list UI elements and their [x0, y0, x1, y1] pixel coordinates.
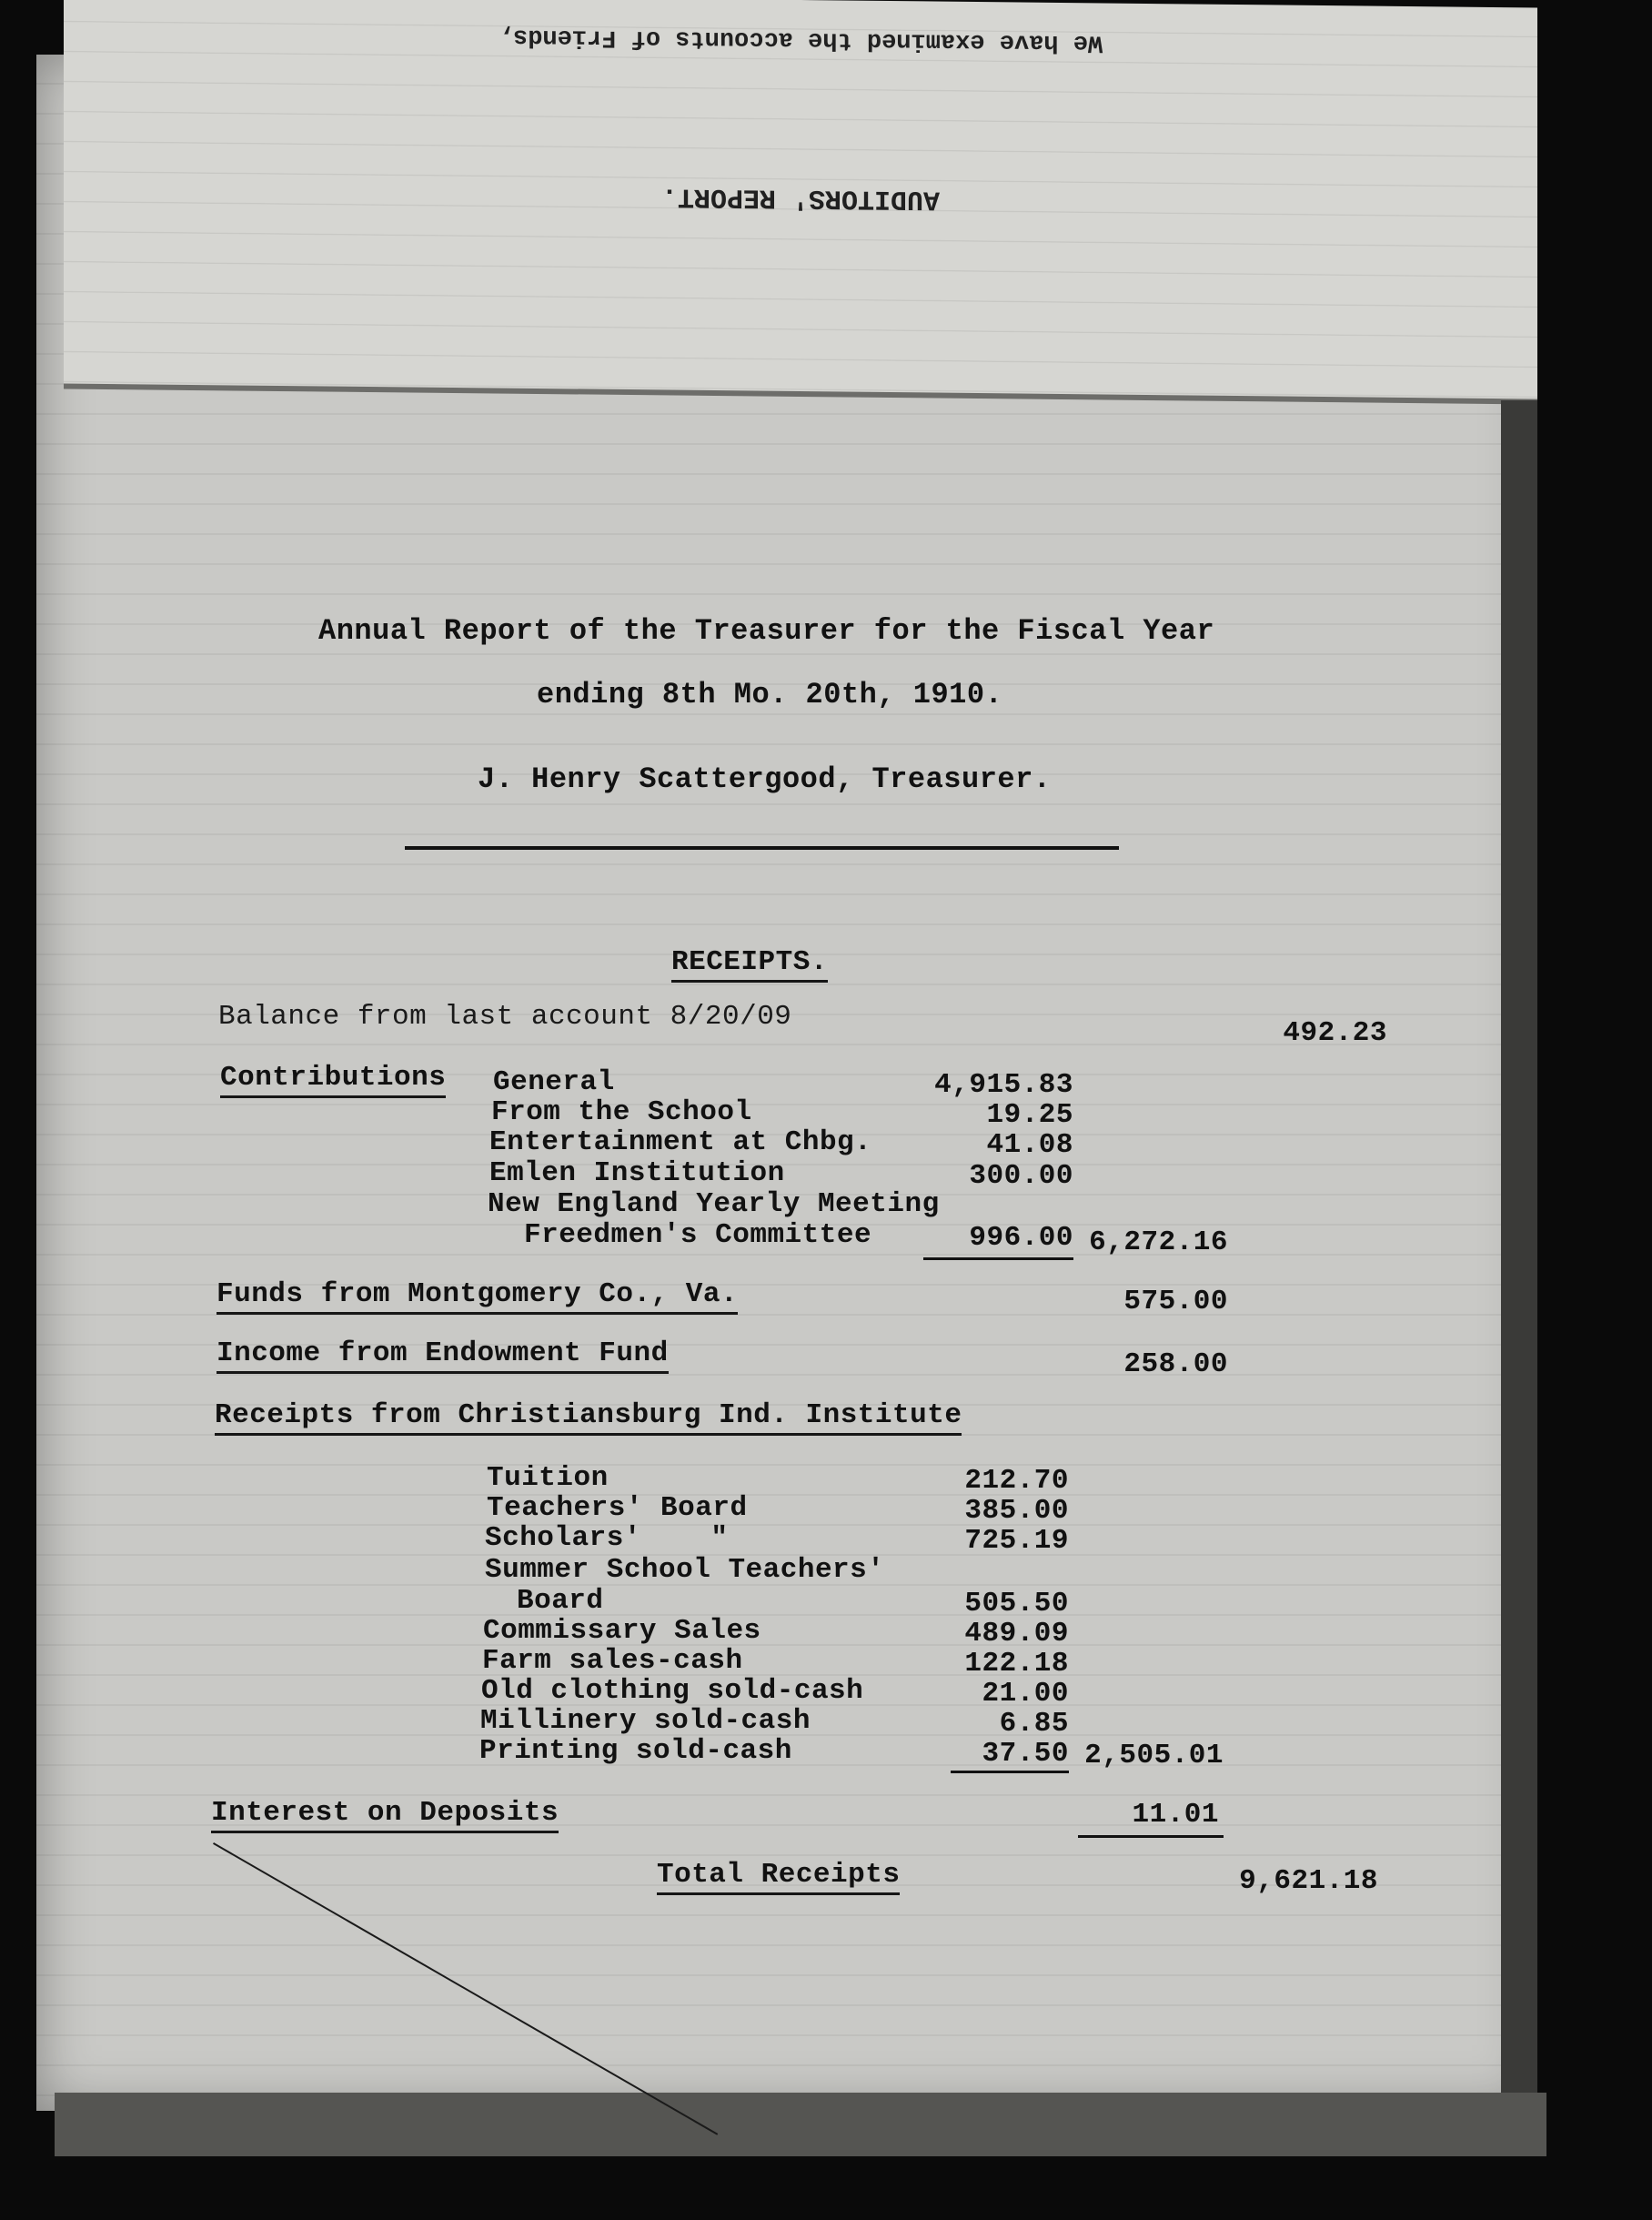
institute-item-label: Tuition [487, 1462, 609, 1494]
contribution-label: Emlen Institution [489, 1157, 785, 1189]
institute-item-label: Printing sold-cash [479, 1735, 792, 1767]
folded-page-flap [64, 0, 1537, 404]
total-receipts-label: Total Receipts [657, 1859, 900, 1895]
interest-amount: 11.01 [1132, 1799, 1219, 1831]
total-receipts-amount: 9,621.18 [1239, 1865, 1378, 1897]
institute-item-label: Farm sales-cash [482, 1645, 743, 1677]
institute-item-label: Teachers' Board [487, 1492, 748, 1524]
institute-subtotal-rule [951, 1771, 1069, 1773]
institute-total: 2,505.01 [1084, 1740, 1224, 1771]
institute-item-label: Summer School Teachers' [485, 1554, 885, 1586]
institute-item-amount: 212.70 [964, 1465, 1069, 1497]
institute-item-label: Scholars' " [485, 1522, 729, 1554]
institute-item-amount: 6.85 [999, 1708, 1069, 1740]
interest-rule [1078, 1835, 1224, 1838]
institute-item-amount: 489.09 [964, 1618, 1069, 1650]
contribution-label: General [493, 1066, 615, 1098]
reversed-text-line1: We have examined the accounts of Friends, [498, 22, 1103, 56]
page-edge-shadow [1501, 400, 1537, 2129]
receipts-heading: RECEIPTS. [671, 946, 828, 983]
balance-label: Balance from last account 8/20/09 [218, 1001, 792, 1033]
contribution-label: New England Yearly Meeting [488, 1188, 940, 1220]
balance-amount: 492.23 [1283, 1017, 1387, 1049]
report-title-line2: ending 8th Mo. 20th, 1910. [537, 678, 1003, 711]
title-divider [405, 846, 1119, 850]
report-title-line1: Annual Report of the Treasurer for the Fiscal Year [318, 614, 1215, 648]
institute-item-label: Old clothing sold-cash [481, 1675, 864, 1707]
contribution-label: Freedmen's Committee [524, 1219, 872, 1251]
page-bottom-shadow [55, 2093, 1546, 2156]
institute-item-label: Board [517, 1585, 604, 1617]
contribution-label: Entertainment at Chbg. [489, 1126, 872, 1158]
institute-label: Receipts from Christiansburg Ind. Institute [215, 1399, 962, 1436]
contribution-amount: 41.08 [986, 1129, 1073, 1161]
montgomery-label: Funds from Montgomery Co., Va. [217, 1278, 738, 1315]
endowment-label: Income from Endowment Fund [217, 1337, 669, 1374]
institute-item-amount: 21.00 [982, 1678, 1069, 1710]
institute-item-amount: 505.50 [964, 1588, 1069, 1620]
institute-item-amount: 122.18 [964, 1648, 1069, 1680]
institute-item-amount: 725.19 [964, 1525, 1069, 1557]
contribution-amount: 996.00 [969, 1222, 1073, 1254]
contribution-amount: 4,915.83 [934, 1069, 1073, 1101]
contributions-total: 6,272.16 [1089, 1226, 1228, 1258]
contribution-amount: 19.25 [986, 1099, 1073, 1131]
institute-item-label: Commissary Sales [483, 1615, 761, 1647]
contribution-amount: 300.00 [969, 1160, 1073, 1192]
interest-label: Interest on Deposits [211, 1797, 559, 1833]
contributions-label: Contributions [220, 1062, 446, 1098]
endowment-amount: 258.00 [1123, 1348, 1228, 1380]
contribution-label: From the School [491, 1096, 752, 1128]
institute-item-amount: 385.00 [964, 1495, 1069, 1527]
montgomery-amount: 575.00 [1123, 1286, 1228, 1317]
reversed-text-line2: AUDITORS' REPORT. [660, 180, 941, 215]
institute-item-amount: 37.50 [982, 1738, 1069, 1770]
contributions-subtotal-rule [923, 1257, 1073, 1260]
institute-item-label: Millinery sold-cash [480, 1705, 811, 1737]
treasurer-name: J. Henry Scattergood, Treasurer. [478, 762, 1052, 796]
